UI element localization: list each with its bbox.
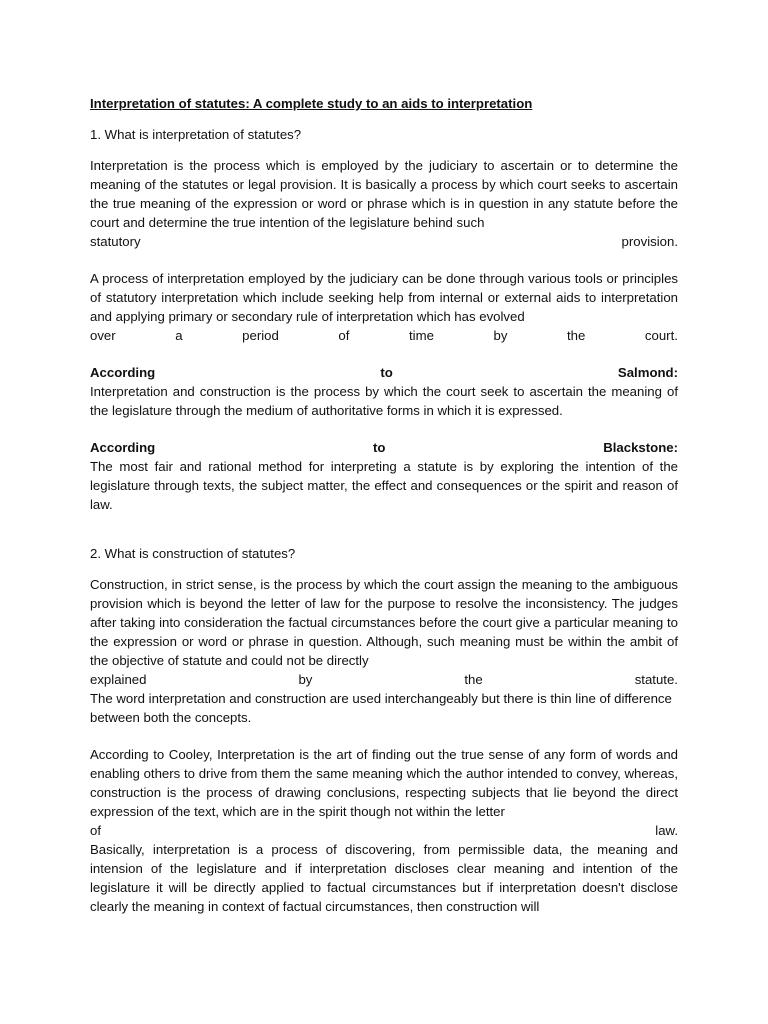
word: Salmond: [617,365,678,380]
word: of [90,823,101,838]
paragraph-text: Construction, in strict sense, is the process by which the court assign the meaning to the ambiguous provision which is beyond the letter of law for the purpose to resolve the inconsistency. The judges after taking into consideration the factual circumstances before the court give a particular meaning to the expression or word or phrase in question. Although, such meaning must be within the ambit of the objective of statute and could not be directly [90,577,678,668]
word: According [90,440,156,455]
document-body [90,94,678,916]
justified-last-line [90,232,678,251]
word: the [567,328,586,343]
word: provision. [621,234,678,249]
word: of [338,328,350,343]
salmond-text: Interpretation and construction is the process by which the court seek to ascertain the meaning of the legislature through the medium of authoritative forms in which it is expressed. [90,384,678,418]
question-1-heading: 1. What is interpretation of statutes? [90,127,302,142]
salmond-heading [90,363,678,382]
word: time [408,328,434,343]
blackstone-text: The most fair and rational method for interpreting a statute is by exploring the intention of the legislature through texts, the subject matter, the effect and consequences or the spirit and reason of law. [90,459,678,512]
paragraph-blackstone [90,438,678,514]
word: statutory [90,234,141,249]
word: According [90,365,156,380]
paragraph-text: Basically, interpretation is a process of discovering, from permissible data, the meaning and intension of the legislature and if interpretation discloses clear meaning and intention of the legislature it will be directly applied to factual circumstances but if interpretation doesn't disclose clearly the meaning in context of factual circumstances, then construction will [90,842,678,914]
justified-last-line [90,670,678,689]
word: to [380,365,393,380]
word: over [90,328,116,343]
paragraph-interpretation-process [90,269,678,345]
word: explained [90,672,147,687]
paragraph-construction-definition [90,575,678,727]
blackstone-heading [90,438,678,457]
word: period [242,328,279,343]
paragraph-salmond [90,363,678,420]
word: law. [655,823,678,838]
word: by [298,672,313,687]
word: the [464,672,483,687]
justified-last-line [90,821,678,840]
paragraph-text: The word interpretation and construction are used interchangeably but there is thin line of difference between both the concepts. [90,691,672,725]
word: a [175,328,183,343]
justified-last-line [90,326,678,345]
word: statute. [634,672,678,687]
word: court. [644,328,678,343]
question-2-heading: 2. What is construction of statutes? [90,546,296,561]
paragraph-text: A process of interpretation employed by the judiciary can be done through various tools or principles of statutory interpretation which include seeking help from internal or external aids to interpretation and applying primary or secondary rule of interpretation which has evolved [90,271,678,324]
paragraph-cooley [90,745,678,916]
paragraph-text: Interpretation is the process which is employed by the judiciary to ascertain or to determine the meaning of the statutes or legal provision. It is basically a process by which court seeks to ascertain the true meaning of the expression or word or phrase which is in question in any statute before the court and determine the true intention of the legislature behind such [90,158,678,230]
paragraph-text: According to Cooley, Interpretation is the art of finding out the true sense of any form of words and enabling others to drive from them the same meaning which the author intended to convey, whereas, construction is the process of drawing conclusions, respecting subjects that lie beyond the direct expression of the text, which are in the spirit though not within the letter [90,747,678,819]
word: Blackstone: [603,440,678,455]
paragraph-interpretation-definition [90,156,678,251]
word: by [493,328,508,343]
document-title: Interpretation of statutes: A complete study to an aids to interpretation [90,96,533,111]
word: to [373,440,386,455]
